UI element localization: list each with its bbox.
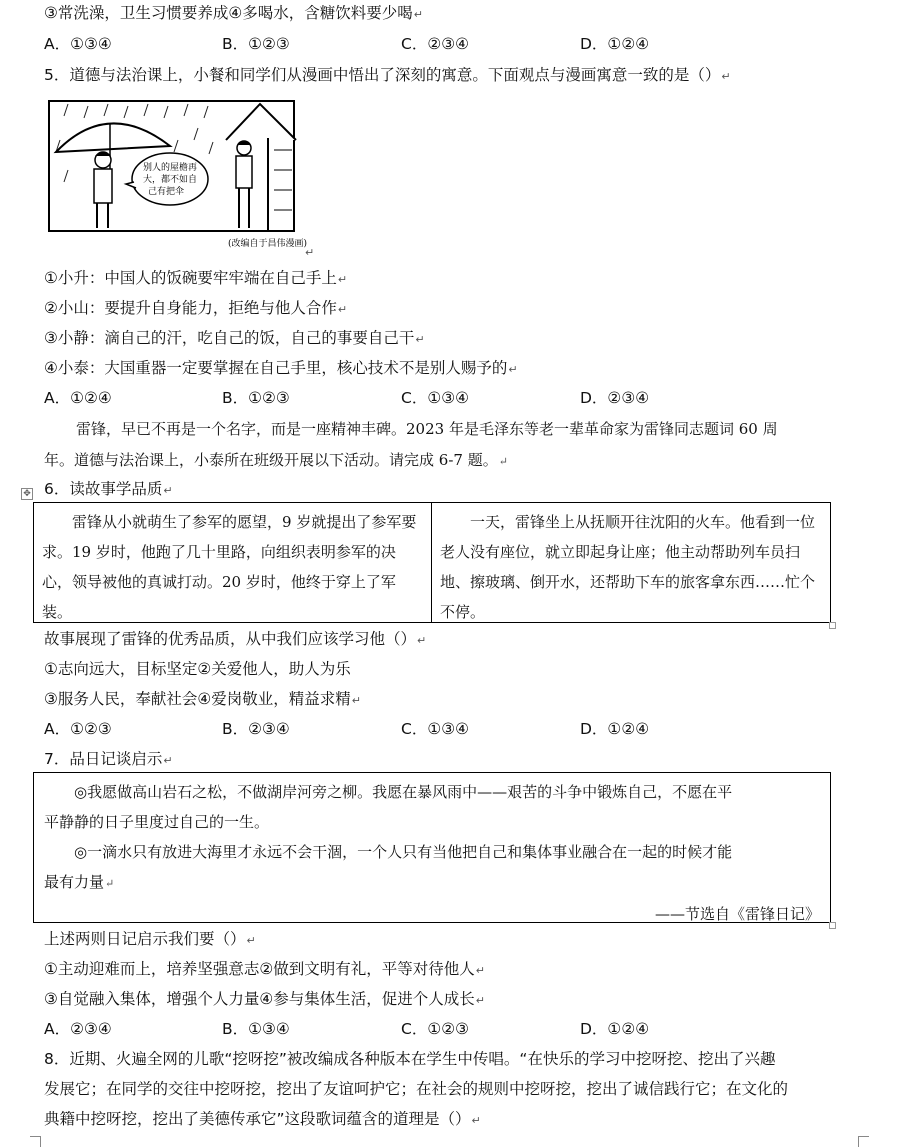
q7-option-c: C．①②③: [401, 1020, 470, 1038]
q4-option-a: A．①③④: [44, 35, 112, 53]
intro-line-1: 雷锋，早已不再是一个名字，而是一座精神丰碑。2023 年是毛泽东等老一辈革命家为雷锋同志题词 60 周: [76, 420, 778, 438]
intro-line-2: 年。道德与法治课上，小泰所在班级开展以下活动。请完成 6-7 题。↵: [44, 451, 508, 469]
q8-line-2: 发展它；在同学的交往中挖呀挖，挖出了友谊呵护它；在社会的规则中挖呀挖，挖出了诚信践行它；在文化的: [44, 1080, 789, 1098]
diary-1-line-2: 平静静的日子里度过自己的一生。: [44, 813, 270, 831]
q5-stem: 5．道德与法治课上，小餐和同学们从漫画中悟出了深刻的寓意。下面观点与漫画寓意一致的是（）↵: [44, 66, 731, 84]
box-resize-handle[interactable]: [829, 922, 836, 929]
q5-item-4: ④小泰：大国重器一定要掌握在自己手里，核心技术不是别人赐予的↵: [44, 359, 518, 377]
q5-item-2: ②小山：要提升自身能力，拒绝与他人合作↵: [44, 299, 348, 317]
q7-option-d: D．①②④: [580, 1020, 650, 1038]
table-move-icon[interactable]: ✥: [21, 488, 33, 500]
q6-item-line-1: ①志向远大，目标坚定②关爱他人，助人为乐: [44, 660, 351, 678]
q6-options: [44, 719, 744, 739]
story-left-text: 雷锋从小就萌生了参军的愿望，9 岁就提出了参军要求。19 岁时，他跑了几十里路，向组织表明参军的决心，领导被他的真诚打动。20 岁时，他终于穿上了军装。: [42, 513, 417, 621]
q5-item-1: ①小升：中国人的饭碗要牢牢端在自己手上↵: [44, 269, 348, 287]
q4-option-d: D．①②④: [580, 35, 650, 53]
q6-option-a: A．①②③: [44, 720, 112, 738]
q7-item-line-2: ③自觉融入集体，增强个人力量④参与集体生活，促进个人成长↵: [44, 990, 486, 1008]
story-right-cell: [432, 503, 830, 622]
bubble-text-1: 别人的屋檐再: [142, 163, 198, 173]
page-corner-left: [30, 1136, 41, 1147]
diary-2-line-1: ◎一滴水只有放进大海里才永远不会干涸，一个人只有当他把自己和集体事业融合在一起的时候才能: [74, 843, 733, 861]
q6-stem: 6．读故事学品质↵: [44, 480, 173, 498]
q6-story-table: [33, 502, 831, 623]
table-resize-handle[interactable]: [829, 622, 836, 629]
q8-line-1: 8．近期、火遍全网的儿歌“挖呀挖”被改编成各种版本在学生中传唱。“在快乐的学习中挖呀挖、挖出了兴趣: [44, 1050, 776, 1068]
q4-option-c: C．②③④: [401, 35, 470, 53]
diary-1-line-1: ◎我愿做高山岩石之松，不做湖岸河旁之柳。我愿在暴风雨中——艰苦的斗争中锻炼自己，不愿在平: [74, 783, 733, 801]
q6-option-d: D．①②④: [580, 720, 650, 738]
q5-option-c: C．①③④: [401, 389, 470, 407]
q6-question: 故事展现了雷锋的优秀品质，从中我们应该学习他（）↵: [44, 630, 427, 648]
diary-2-line-2: 最有力量↵: [44, 873, 115, 891]
page-corner-right: [858, 1136, 869, 1147]
q7-option-b: B．①③④: [222, 1020, 290, 1038]
q5-options: [44, 388, 744, 408]
q4-option-b: B．①②③: [222, 35, 290, 53]
q5-item-3: ③小静：滴自己的汗，吃自己的饭，自己的事要自己干↵: [44, 329, 425, 347]
q5-option-d: D．②③④: [580, 389, 650, 407]
q6-item-line-2: ③服务人民，奉献社会④爱岗敬业，精益求精↵: [44, 690, 362, 708]
cartoon-caption: (改编自于昌伟漫画): [228, 239, 308, 249]
q7-question: 上述两则日记启示我们要（）↵: [44, 930, 256, 948]
q6-option-c: C．①③④: [401, 720, 470, 738]
story-left-cell: [34, 503, 432, 622]
q7-option-a: A．②③④: [44, 1020, 112, 1038]
story-right-text: 一天，雷锋坐上从抚顺开往沈阳的火车。他看到一位老人没有座位，就立即起身让座；他主动帮助列车员扫地、擦玻璃、倒开水，还帮助下车的旅客拿东西……忙个不停。: [440, 513, 816, 621]
q7-item-line-1: ①主动迎难而上，培养坚强意志②做到文明有礼，平等对待他人↵: [44, 960, 486, 978]
umbrella-cartoon: [48, 100, 308, 252]
q5-option-b: B．①②③: [222, 389, 290, 407]
diary-source: ——节选自《雷锋日记》: [654, 905, 820, 923]
q7-stem: 7．品日记谈启示↵: [44, 750, 173, 768]
q5-option-a: A．①②④: [44, 389, 112, 407]
bubble-text-3: 己有把伞: [147, 187, 185, 197]
q4-item-line: ③常洗澡，卫生习惯要养成④多喝水，含糖饮料要少喝↵: [44, 4, 424, 22]
q8-line-3: 典籍中挖呀挖，挖出了美德传承它”这段歌词蕴含的道理是（）↵: [44, 1110, 481, 1128]
q4-options: [44, 34, 744, 54]
bubble-text-2: 大，都不如自: [142, 175, 198, 185]
q7-options: [44, 1019, 744, 1039]
q6-option-b: B．②③④: [222, 720, 290, 738]
q7-diary-box: [33, 772, 831, 923]
